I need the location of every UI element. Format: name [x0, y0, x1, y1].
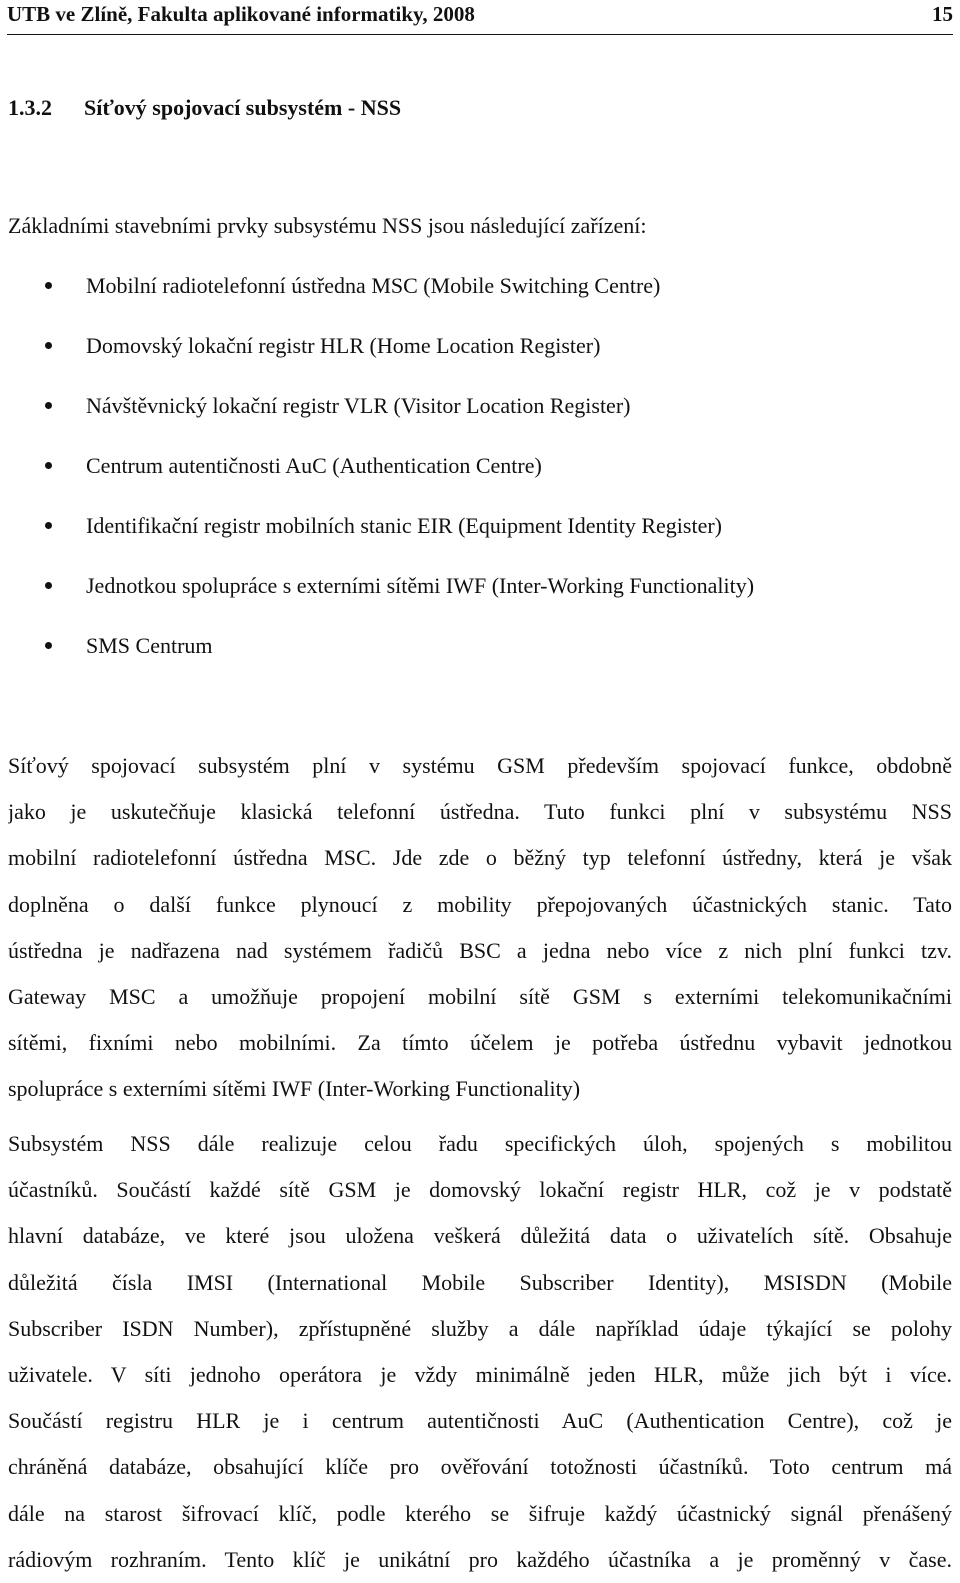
paragraph-line: spolupráce s externími sítěmi IWF (Inter-Working Functionality): [8, 1076, 581, 1102]
paragraph-hlr-auc: [8, 1121, 952, 1583]
paragraph-line: dále na starost šifrovací klíč, podle kterého se šifruje každý účastnický signál přenášený: [8, 1500, 952, 1526]
section-title: Síťový spojovací subsystém - NSS: [84, 95, 402, 120]
intro-text: Základními stavebními prvky subsystému NSS jsou následující zařízení:: [8, 213, 647, 238]
bullet-icon: [45, 522, 52, 529]
paragraph-line: Gateway MSC a umožňuje propojení mobilní sítě GSM s externími telekomunikačními: [8, 983, 952, 1009]
bullet-icon: [45, 402, 52, 409]
list-item-text: Návštěvnický lokační registr VLR (Visitor Location Register): [86, 393, 631, 418]
list-item-text: Mobilní radiotelefonní ústředna MSC (Mobile Switching Centre): [86, 273, 661, 298]
section-heading: [8, 94, 401, 122]
list-item-text: Jednotkou spolupráce s externími sítěmi IWF (Inter-Working Functionality): [86, 573, 755, 598]
list-item-text: SMS Centrum: [86, 633, 213, 658]
paragraph-line: mobilní radiotelefonní ústředna MSC. Jde zde o běžný typ telefonní ústředny, která je však: [8, 845, 952, 871]
bullet-icon: [45, 642, 52, 649]
paragraph-line: Síťový spojovací subsystém plní v systému GSM především spojovací funkce, obdobně: [8, 753, 952, 778]
paragraph-line: ústředna je nadřazena nad systémem řadičů BSC a jedna nebo více z nich plní funkci tzv.: [8, 937, 952, 963]
paragraph-line: hlavní databáze, ve které jsou uložena veškerá důležitá data o uživatelích sítě. Obsahuje: [8, 1223, 952, 1249]
section-number: 1.3.2: [8, 95, 52, 120]
header-title: UTB ve Zlíně, Fakulta aplikované informatiky, 2008: [7, 2, 475, 26]
paragraph-line: uživatele. V síti jednoho operátora je vždy minimálně jeden HLR, může jich být i více.: [8, 1361, 952, 1387]
bullet-icon: [45, 582, 52, 589]
paragraph-nss-switching: [8, 743, 952, 1113]
paragraph-line: Subscriber ISDN Number), zpřístupněné služby a dále například údaje týkající se polohy: [8, 1315, 952, 1341]
bullet-icon: [45, 282, 52, 289]
paragraph-line: důležitá čísla IMSI (International Mobile Subscriber Identity), MSISDN (Mobile: [8, 1269, 952, 1295]
paragraph-line: Subsystém NSS dále realizuje celou řadu specifických úloh, spojených s mobilitou: [8, 1131, 952, 1156]
paragraph-line: rádiovým rozhraním. Tento klíč je unikátní pro každého účastníka a je proměnný v čase.: [8, 1546, 952, 1572]
list-item-text: Identifikační registr mobilních stanic EIR (Equipment Identity Register): [86, 513, 723, 538]
paragraph-line: sítěmi, fixními nebo mobilními. Za tímto účelem je potřeba ústřednu vybavit jednotkou: [8, 1030, 952, 1056]
paragraph-line: jako je uskutečňuje klasická telefonní ústředna. Tuto funkci plní v subsystému NSS: [8, 799, 952, 825]
paragraph-line: Součástí registru HLR je i centrum autentičnosti AuC (Authentication Centre), což je: [8, 1408, 952, 1434]
bullet-icon: [45, 342, 52, 349]
paragraph-line: účastníků. Součástí každé sítě GSM je domovský lokační registr HLR, což je v podstatě: [8, 1177, 952, 1203]
page-number: 15: [932, 2, 953, 26]
header-rule: [7, 34, 953, 35]
paragraph-line: chráněná databáze, obsahující klíče pro ověřování totožnosti účastníků. Toto centrum má: [8, 1454, 952, 1480]
bullet-icon: [45, 462, 52, 469]
list-item-text: Centrum autentičnosti AuC (Authentication Centre): [86, 453, 542, 478]
paragraph-line: doplněna o další funkce plynoucí z mobility přepojovaných účastnických stanic. Tato: [8, 891, 952, 917]
list-item-text: Domovský lokační registr HLR (Home Location Register): [86, 333, 601, 358]
